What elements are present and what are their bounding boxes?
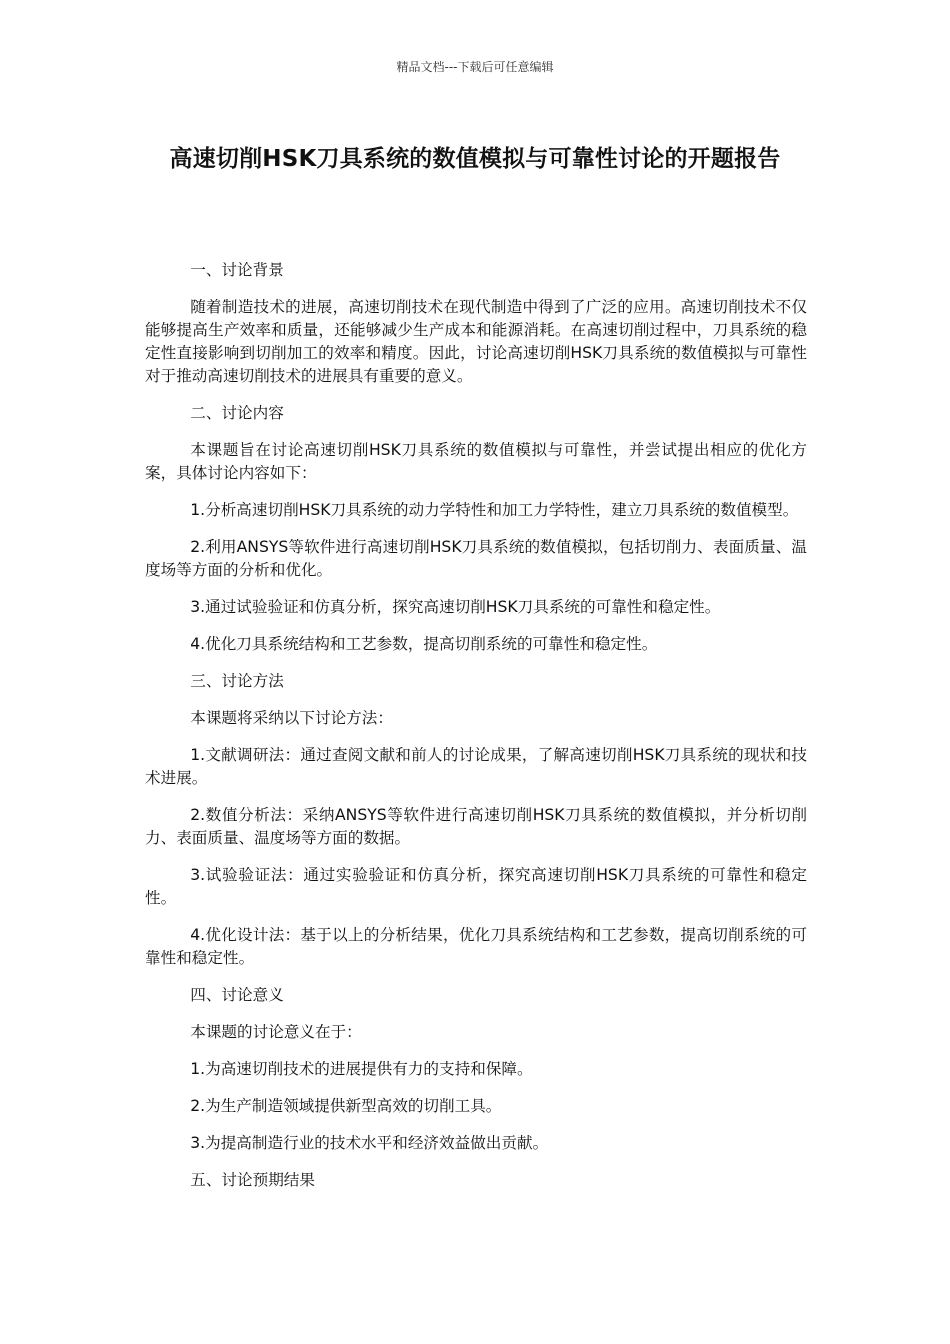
list-item-methods-4: 4.优化设计法：基于以上的分析结果，优化刀具系统结构和工艺参数，提高切削系统的可靠性和稳定性。 bbox=[145, 926, 807, 967]
list-item-methods-1: 1.文献调研法：通过查阅文献和前人的讨论成果，了解高速切削HSK刀具系统的现状和技术进展。 bbox=[145, 746, 807, 787]
list-item-methods-3: 3.试验验证法：通过实验验证和仿真分析，探究高速切削HSK刀具系统的可靠性和稳定性。 bbox=[145, 866, 807, 907]
section-heading-significance: 四、讨论意义 bbox=[190, 986, 284, 1004]
header-note: 精品文档---下载后可任意编辑 bbox=[396, 60, 554, 74]
paragraph-significance-intro: 本课题的讨论意义在于： bbox=[190, 1023, 362, 1041]
section-heading-expected-results: 五、讨论预期结果 bbox=[190, 1171, 315, 1189]
document-body bbox=[145, 259, 807, 1206]
list-item-content-4: 4.优化刀具系统结构和工艺参数，提高切削系统的可靠性和稳定性。 bbox=[190, 635, 658, 653]
section-heading-methods: 三、讨论方法 bbox=[190, 672, 284, 690]
paragraph-methods-intro: 本课题将采纳以下讨论方法： bbox=[190, 709, 393, 727]
section-heading-content: 二、讨论内容 bbox=[190, 404, 284, 422]
list-item-content-3: 3.通过试验验证和仿真分析，探究高速切削HSK刀具系统的可靠性和稳定性。 bbox=[190, 598, 721, 616]
list-item-content-2: 2.利用ANSYS等软件进行高速切削HSK刀具系统的数值模拟，包括切削力、表面质量、温度场等方面的分析和优化。 bbox=[145, 538, 807, 579]
document-title: 高速切削HSK刀具系统的数值模拟与可靠性讨论的开题报告 bbox=[169, 146, 781, 172]
list-item-content-1: 1.分析高速切削HSK刀具系统的动力学特性和加工力学特性，建立刀具系统的数值模型。 bbox=[190, 501, 799, 519]
paragraph-background: 随着制造技术的进展，高速切削技术在现代制造中得到了广泛的应用。高速切削技术不仅能够提高生产效率和质量，还能够减少生产成本和能源消耗。在高速切削过程中，刀具系统的稳定性直接影响到切削加工的效率和精度。因此，讨论高速切削HSK刀具系统的数值模拟与可靠性对于推动高速切削技术的进展具有重要的意义。 bbox=[145, 298, 807, 385]
list-item-significance-3: 3.为提高制造行业的技术水平和经济效益做出贡献。 bbox=[190, 1134, 549, 1152]
list-item-significance-1: 1.为高速切削技术的进展提供有力的支持和保障。 bbox=[190, 1060, 533, 1078]
list-item-significance-2: 2.为生产制造领域提供新型高效的切削工具。 bbox=[190, 1097, 502, 1115]
section-heading-background: 一、讨论背景 bbox=[190, 261, 284, 279]
list-item-methods-2: 2.数值分析法：采纳ANSYS等软件进行高速切削HSK刀具系统的数值模拟，并分析切削力、表面质量、温度场等方面的数据。 bbox=[145, 806, 807, 847]
paragraph-content-intro: 本课题旨在讨论高速切削HSK刀具系统的数值模拟与可靠性，并尝试提出相应的优化方案，具体讨论内容如下： bbox=[145, 441, 807, 482]
